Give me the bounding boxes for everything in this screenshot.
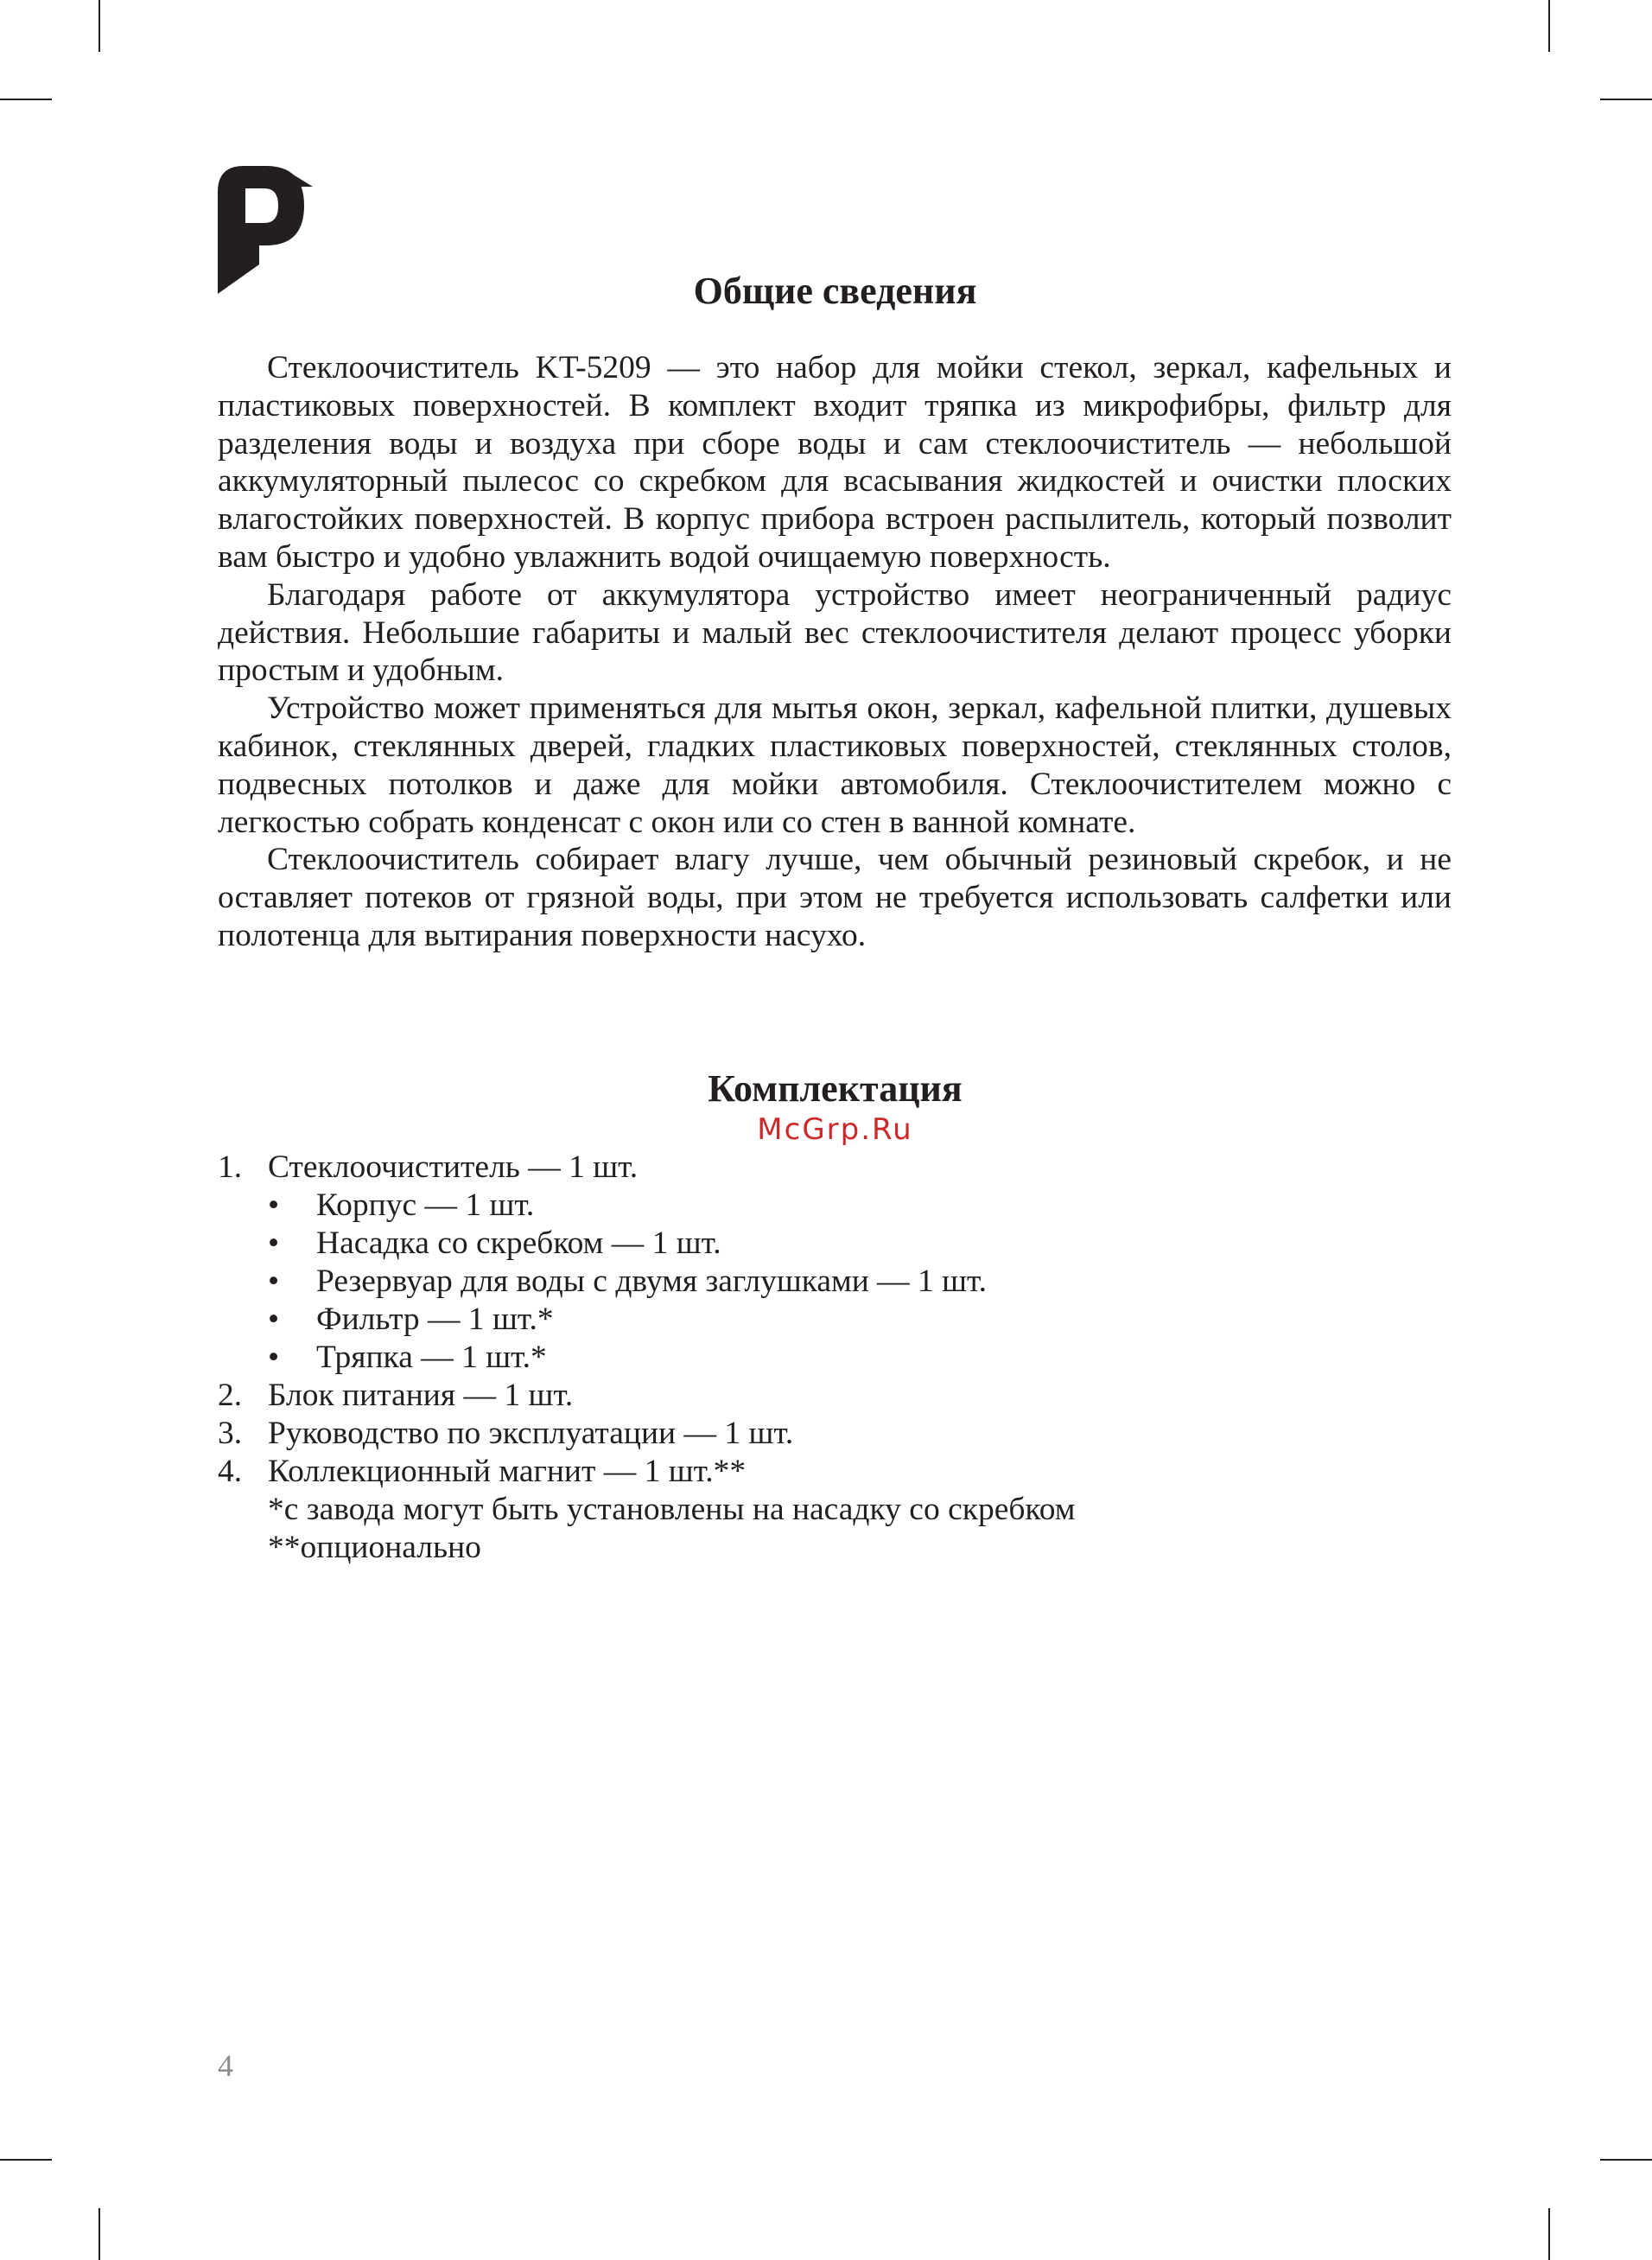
crop-mark-bottom-left: [98, 2208, 100, 2260]
sub-list-item: [218, 1301, 1427, 1339]
page-number: 4: [218, 2048, 233, 2083]
footnote: *с завода могут быть установлены на насадку со скребком: [268, 1492, 1076, 1527]
bullet: •: [268, 1264, 280, 1299]
list-item: [218, 1415, 1427, 1453]
bullet: •: [268, 1302, 280, 1337]
list-item-number: 2.: [218, 1378, 243, 1413]
sub-list-item-label: Насадка со скребком — 1 шт.: [316, 1225, 721, 1261]
sub-list-item: [218, 1225, 1427, 1263]
crop-mark-left-top: [0, 99, 52, 100]
general-info-title: Общие сведения: [693, 270, 977, 312]
crop-mark-bottom-right: [1548, 2208, 1550, 2260]
kit-contents-title: Комплектация: [708, 1067, 963, 1110]
general-info-body: [218, 349, 1452, 955]
list-item: [218, 1377, 1427, 1415]
list-item-number: 4.: [218, 1454, 243, 1489]
paragraph: Стеклоочиститель собирает влагу лучше, чем обычный резиновый скребок, и не оставляет потеков от грязной воды, при этом не требуется использовать салфетки или полотенца для вытирания поверхности насухо.: [218, 842, 1452, 953]
list-item: [218, 1149, 1427, 1187]
crop-mark-right-bottom: [1600, 2159, 1652, 2161]
list-item-label: Стеклоочиститель — 1 шт.: [268, 1149, 639, 1185]
sub-list-item-label: Корпус — 1 шт.: [316, 1187, 535, 1223]
sub-list-item: [218, 1339, 1427, 1377]
bullet: •: [268, 1187, 280, 1223]
footnote: **опционально: [268, 1530, 481, 1565]
paragraph: Благодаря работе от аккумулятора устройство имеет неограниченный радиус действия. Небольшие габариты и малый вес стеклоочистителя делают процесс уборки простым и удобным.: [218, 576, 1452, 689]
sub-list-item: [218, 1187, 1427, 1225]
watermark: McGrp.Ru: [757, 1112, 913, 1147]
list-item-label: Блок питания — 1 шт.: [268, 1378, 574, 1413]
sub-list-item-label: Фильтр — 1 шт.*: [316, 1302, 554, 1337]
crop-mark-left-bottom: [0, 2159, 52, 2161]
sub-list-item-label: Тряпка — 1 шт.*: [316, 1340, 547, 1375]
list-item-number: 3.: [218, 1416, 243, 1451]
list-item-label: Руководство по эксплуатации — 1 шт.: [268, 1416, 794, 1451]
kit-contents-list: [218, 1149, 1427, 1567]
sub-list-item: [218, 1263, 1427, 1301]
bullet: •: [268, 1340, 280, 1375]
list-item-number: 1.: [218, 1149, 243, 1185]
list-item: [218, 1453, 1427, 1491]
crop-mark-right-top: [1600, 99, 1652, 100]
paragraph: Стеклоочиститель KT-5209 — это набор для мойки стекол, зеркал, кафельных и пластиковых поверхностей. В комплект входит тряпка из микрофибры, фильтр для разделения воды и воздуха при сборе воды и сам стеклоочиститель — небольшой аккумуляторный пылесос со скребком для всасывания жидкостей и очистки плоских влагостойких поверхностей. В корпус прибора встроен распылитель, который позволит вам быстро и удобно увлажнить водой очищаемую поверхность.: [218, 350, 1452, 575]
paragraph: Устройство может применяться для мытья окон, зеркал, кафельной плитки, душевых кабинок, стеклянных дверей, гладких пластиковых поверхностей, стеклянных столов, подвесных потолков и даже для мойки автомобиля. Стеклоочистителем можно с легкостью собрать конденсат с окон или со стен в ванной комнате.: [218, 691, 1452, 840]
crop-mark-top-left: [98, 0, 100, 52]
sub-list-item-label: Резервуар для воды с двумя заглушками — 1 шт.: [316, 1264, 988, 1299]
bullet: •: [268, 1225, 280, 1261]
crop-mark-top-right: [1548, 0, 1550, 52]
list-item-label: Коллекционный магнит — 1 шт.**: [268, 1454, 747, 1489]
